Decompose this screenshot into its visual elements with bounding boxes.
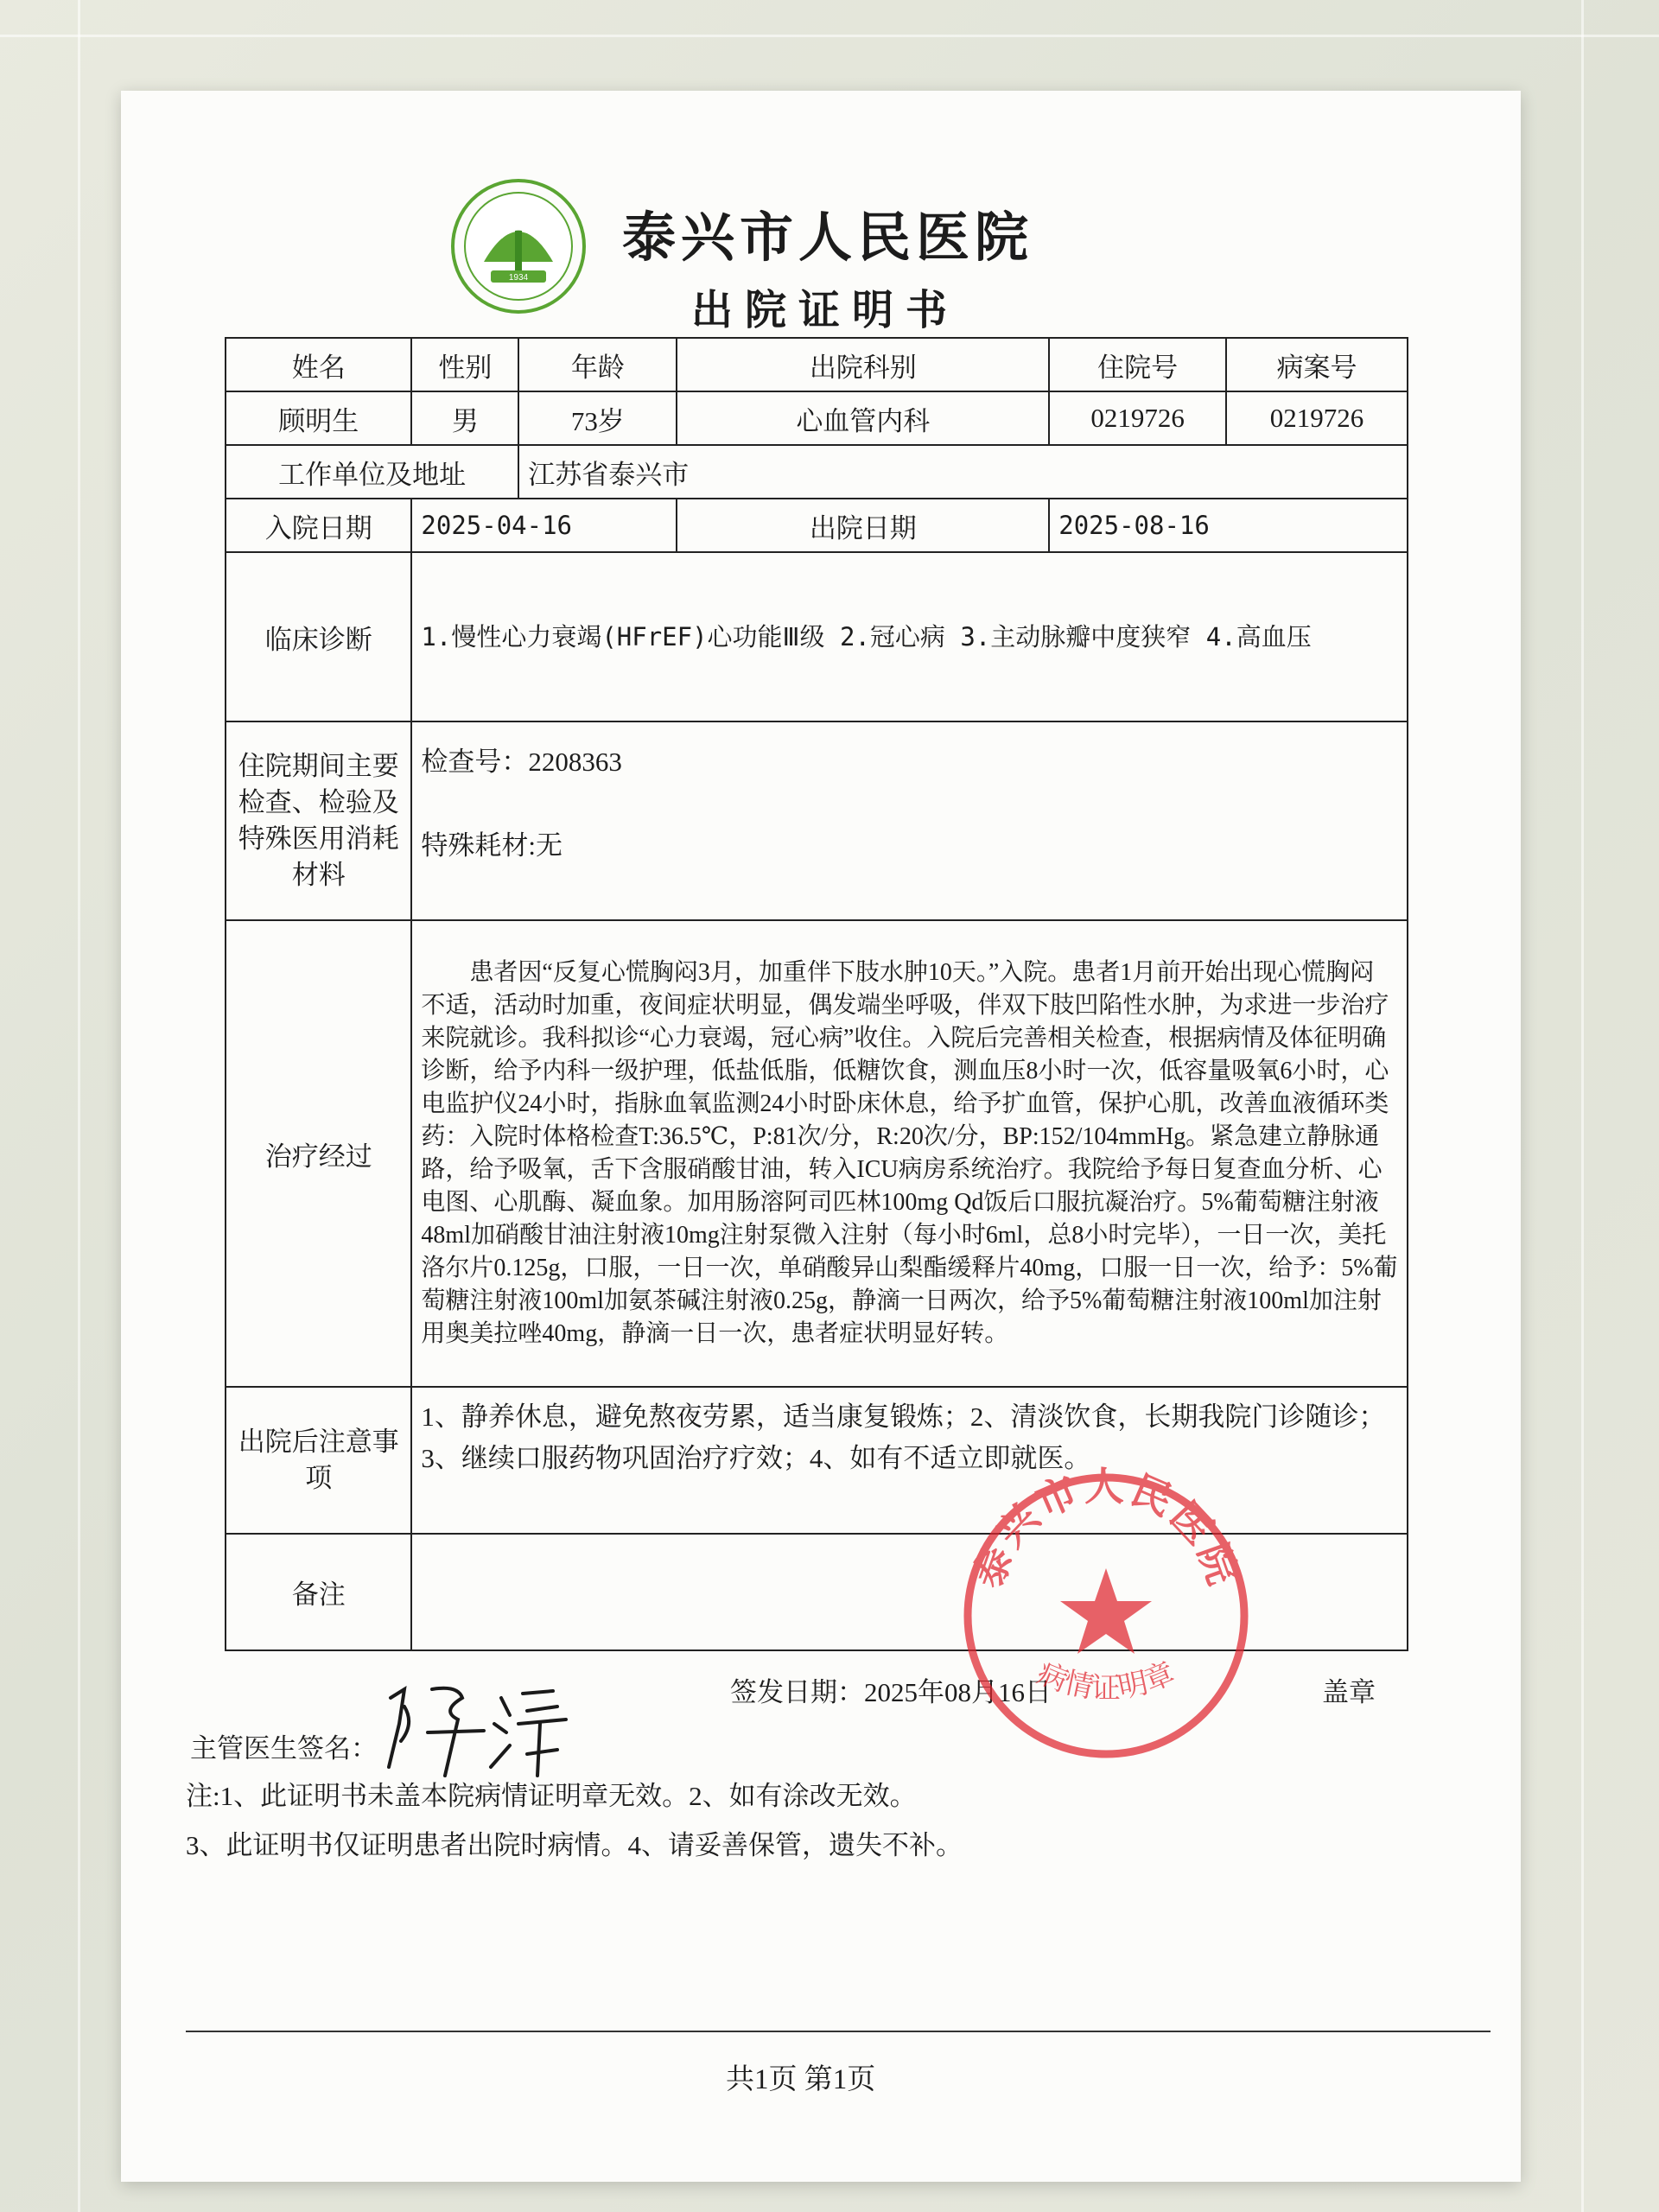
label-exams: 住院期间主要检查、检验及特殊医用消耗材料 <box>226 721 411 920</box>
note-line-1: 注:1、此证明书未盖本院病情证明章无效。2、如有涂改无效。 <box>186 1781 917 1811</box>
remarks-text <box>411 1534 1408 1650</box>
label-inpatient-no: 住院号 <box>1049 338 1226 391</box>
stamp-arc-text: 泰兴市人民医院 <box>964 1465 1248 1594</box>
label-gender: 性别 <box>411 338 518 391</box>
document-title: 出院证明书 <box>691 288 960 334</box>
label-case-no: 病案号 <box>1226 338 1408 391</box>
inpatient-number: 0219726 <box>1049 391 1226 445</box>
discharge-form-table <box>225 337 1408 1651</box>
svg-text:病情证明章 <box>1033 1656 1179 1706</box>
seal-label: 盖章 <box>1322 1677 1376 1707</box>
special-materials: 特殊耗材:无 <box>421 830 563 861</box>
label-diagnosis: 临床诊断 <box>226 552 411 721</box>
footer-divider <box>186 2031 1491 2032</box>
hospital-seal-stamp <box>955 1465 1257 1767</box>
issue-date: 签发日期：2025年08月16日 <box>730 1677 1052 1707</box>
doctor-signature-label: 主管医生签名： <box>190 1733 378 1764</box>
label-instructions: 出院后注意事项 <box>226 1387 411 1534</box>
patient-department: 心血管内科 <box>677 391 1049 445</box>
patient-age: 73岁 <box>518 391 677 445</box>
hospital-logo <box>449 177 588 315</box>
logo-year: 1934 <box>508 273 529 283</box>
label-admit-date: 入院日期 <box>226 499 411 552</box>
stamp-bottom-text: 病情证明章 <box>1032 1656 1180 1706</box>
instructions-text: 1、静养休息，避免熬夜劳累，适当康复锻炼；2、清淡饮食，长期我院门诊随诊；3、继续口服药物巩固治疗疗效；4、如有不适立即就医。 <box>411 1387 1408 1534</box>
case-number: 0219726 <box>1226 391 1408 445</box>
discharge-date: 2025-08-16 <box>1049 499 1408 552</box>
treatment-text: 患者因“反复心慌胸闷3月，加重伴下肢水肿10天。”入院。患者1月前开始出现心慌胸闷不适，活动时加重，夜间症状明显，偶发端坐呼吸，伴双下肢凹陷性水肿，为求进一步治疗来院就诊。我科拟诊“心力衰竭，冠心病”收住。入院后完善相关检查，根据病情及体征明确诊断，给予内科一级护理，低盐低脂，低糖饮食，测血压8小时一次，低容量吸氧6小时，心电监护仪24小时，指脉血氧监测24小时卧床休息，给予扩血管，保护心肌，改善血液循环类药：入院时体格检查T:36.5℃，P:81次/分，R:20次/分，BP:152/104mmHg。紧急建立静脉通路，给予吸氧，舌下含服硝酸甘油，转入ICU病房系统治疗。我院给予每日复查血分析、心电图、心肌酶、凝血象。加用肠溶阿司匹林100mg Qd饭后口服抗凝治疗。5%葡萄糖注射液48ml加硝酸甘油注射液10mg注射泵微入注射（每小时6ml，总8小时完毕），一日一次，美托洛尔片0.125g，口服，一日一次，单硝酸异山梨酯缓释片40mg，口服一日一次，给予：5%葡萄糖注射液100ml加氨茶碱注射液0.25g，静滴一日两次，给予5%葡萄糖注射液100ml加注射用奥美拉唑40mg，静滴一日一次，患者症状明显好转。 <box>411 920 1408 1387</box>
note-line-2: 3、此证明书仅证明患者出院时病情。4、请妥善保管，遗失不补。 <box>186 1830 963 1860</box>
discharge-certificate-paper <box>121 91 1521 2182</box>
label-work-address: 工作单位及地址 <box>226 445 518 499</box>
hospital-name: 泰兴市人民医院 <box>622 209 1034 268</box>
page-info: 共1页 第1页 <box>726 2064 876 2095</box>
admit-date: 2025-04-16 <box>411 499 677 552</box>
diagnosis-text: 1.慢性心力衰竭(HFrEF)心功能Ⅲ级 2.冠心病 3.主动脉瓣中度狭窄 4.高血压 <box>411 552 1408 721</box>
work-address: 江苏省泰兴市 <box>518 445 1408 499</box>
patient-gender: 男 <box>411 391 518 445</box>
doctor-signature <box>380 1672 579 1784</box>
label-remarks: 备注 <box>226 1534 411 1650</box>
exam-number: 检查号：2208363 <box>421 747 622 777</box>
label-name: 姓名 <box>226 338 411 391</box>
label-age: 年龄 <box>518 338 677 391</box>
label-department: 出院科别 <box>677 338 1049 391</box>
label-treatment: 治疗经过 <box>226 920 411 1387</box>
patient-name: 顾明生 <box>226 391 411 445</box>
label-discharge-date: 出院日期 <box>677 499 1049 552</box>
